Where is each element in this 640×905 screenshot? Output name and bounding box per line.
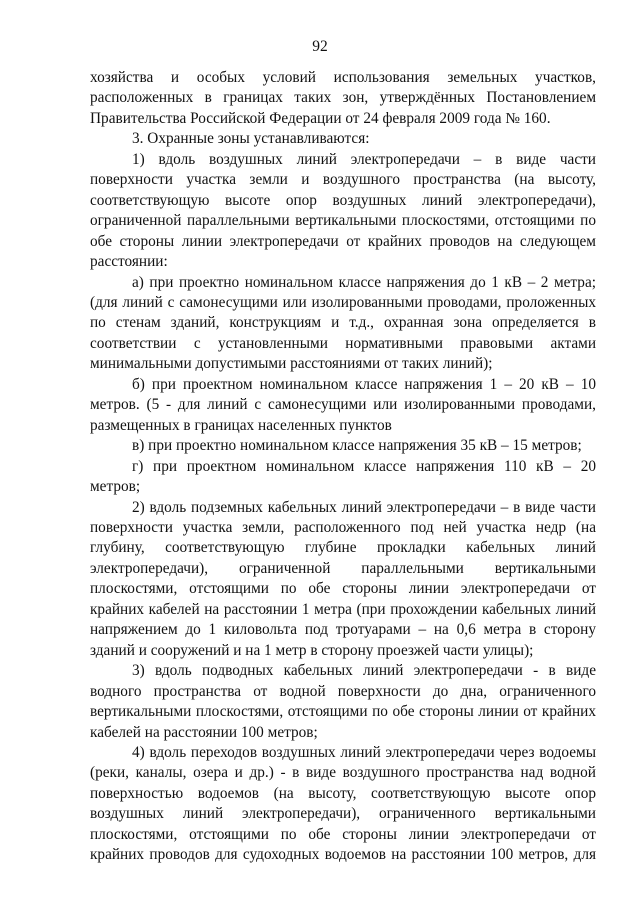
paragraph-item-4-water-crossings: 4) вдоль переходов воздушных линий электропередачи через водоемы (реки, каналы, озера и др.) - в виде воздушного пространства над водной поверхностью водоемов (на высоту, соответствующую высоте опор воздушных линий электропередачи), ограниченного вертикальными плоскостями, отстоящими по обе стороны линии электропередачи от крайних проводов для судоходных водоемов на расстоянии 100 метров, для: [90, 743, 596, 864]
paragraph-item-3: 3. Охранные зоны устанавливаются:: [132, 130, 370, 148]
paragraph-subitem-a: а) при проектно номинальном классе напряжения до 1 кВ – 2 метра; (для линий с самонесущими или изолированными проводами, проложенных по стенам зданий, конструкциям и т.д., охранная зона определяется в соответствии с установленными нормативными правовыми актами минимальными допустимыми расстояниями от таких линий);: [90, 273, 596, 373]
paragraph-item-3-underwater-cables: 3) вдоль подводных кабельных линий электропередачи - в виде водного пространства от водной поверхности до дна, ограниченного вертикальными плоскостями, отстоящими по обе стороны линии от крайних кабелей на расстоянии 100 метров;: [90, 662, 596, 741]
document-body: [90, 68, 596, 866]
paragraph-subitem-b: б) при проектном номинальном классе напряжения 1 – 20 кВ – 10 метров. (5 - для линий с самонесущими или изолированными проводами, размещенных в границах населенных пунктов: [90, 375, 596, 434]
paragraph-subitem-g: г) при проектном номинальном классе напряжения 110 кВ – 20 метров;: [90, 457, 596, 496]
paragraph-subitem-v: в) при проектно номинальном классе напряжения 35 кВ – 15 метров;: [132, 437, 582, 455]
paragraph-continuation: хозяйства и особых условий использования земельных участков, расположенных в границах таких зон, утверждённых Постановлением Правительства Российской Федерации от 24 февраля 2009 года № 160.: [90, 69, 596, 127]
paragraph-item-2-underground-cables: 2) вдоль подземных кабельных линий электропередачи – в виде части поверхности участка земли, расположенного под ней участка недр (на глубину, соответствующую глубине прокладки кабельных линий электропередачи), ограниченной параллельными вертикальными плоскостями, отстоящими по обе стороны линии электропередачи от крайних кабелей на расстоянии 1 метра (при прохождении кабельных линий напряжением до 1 киловольта под тротуарами – на 0,6 метра в сторону зданий и сооружений и на 1 метр в сторону проезжей части улицы);: [90, 498, 596, 659]
paragraph-item-1-overhead-lines: 1) вдоль воздушных линий электропередачи – в виде части поверхности участка земли и воздушного пространства (на высоту, соответствующую высоте опор воздушных линий электропередачи), ограниченной параллельными вертикальными плоскостями, отстоящими по обе стороны линии электропередачи от крайних проводов на следующем расстоянии:: [90, 150, 596, 271]
page-number: 92: [312, 38, 328, 55]
